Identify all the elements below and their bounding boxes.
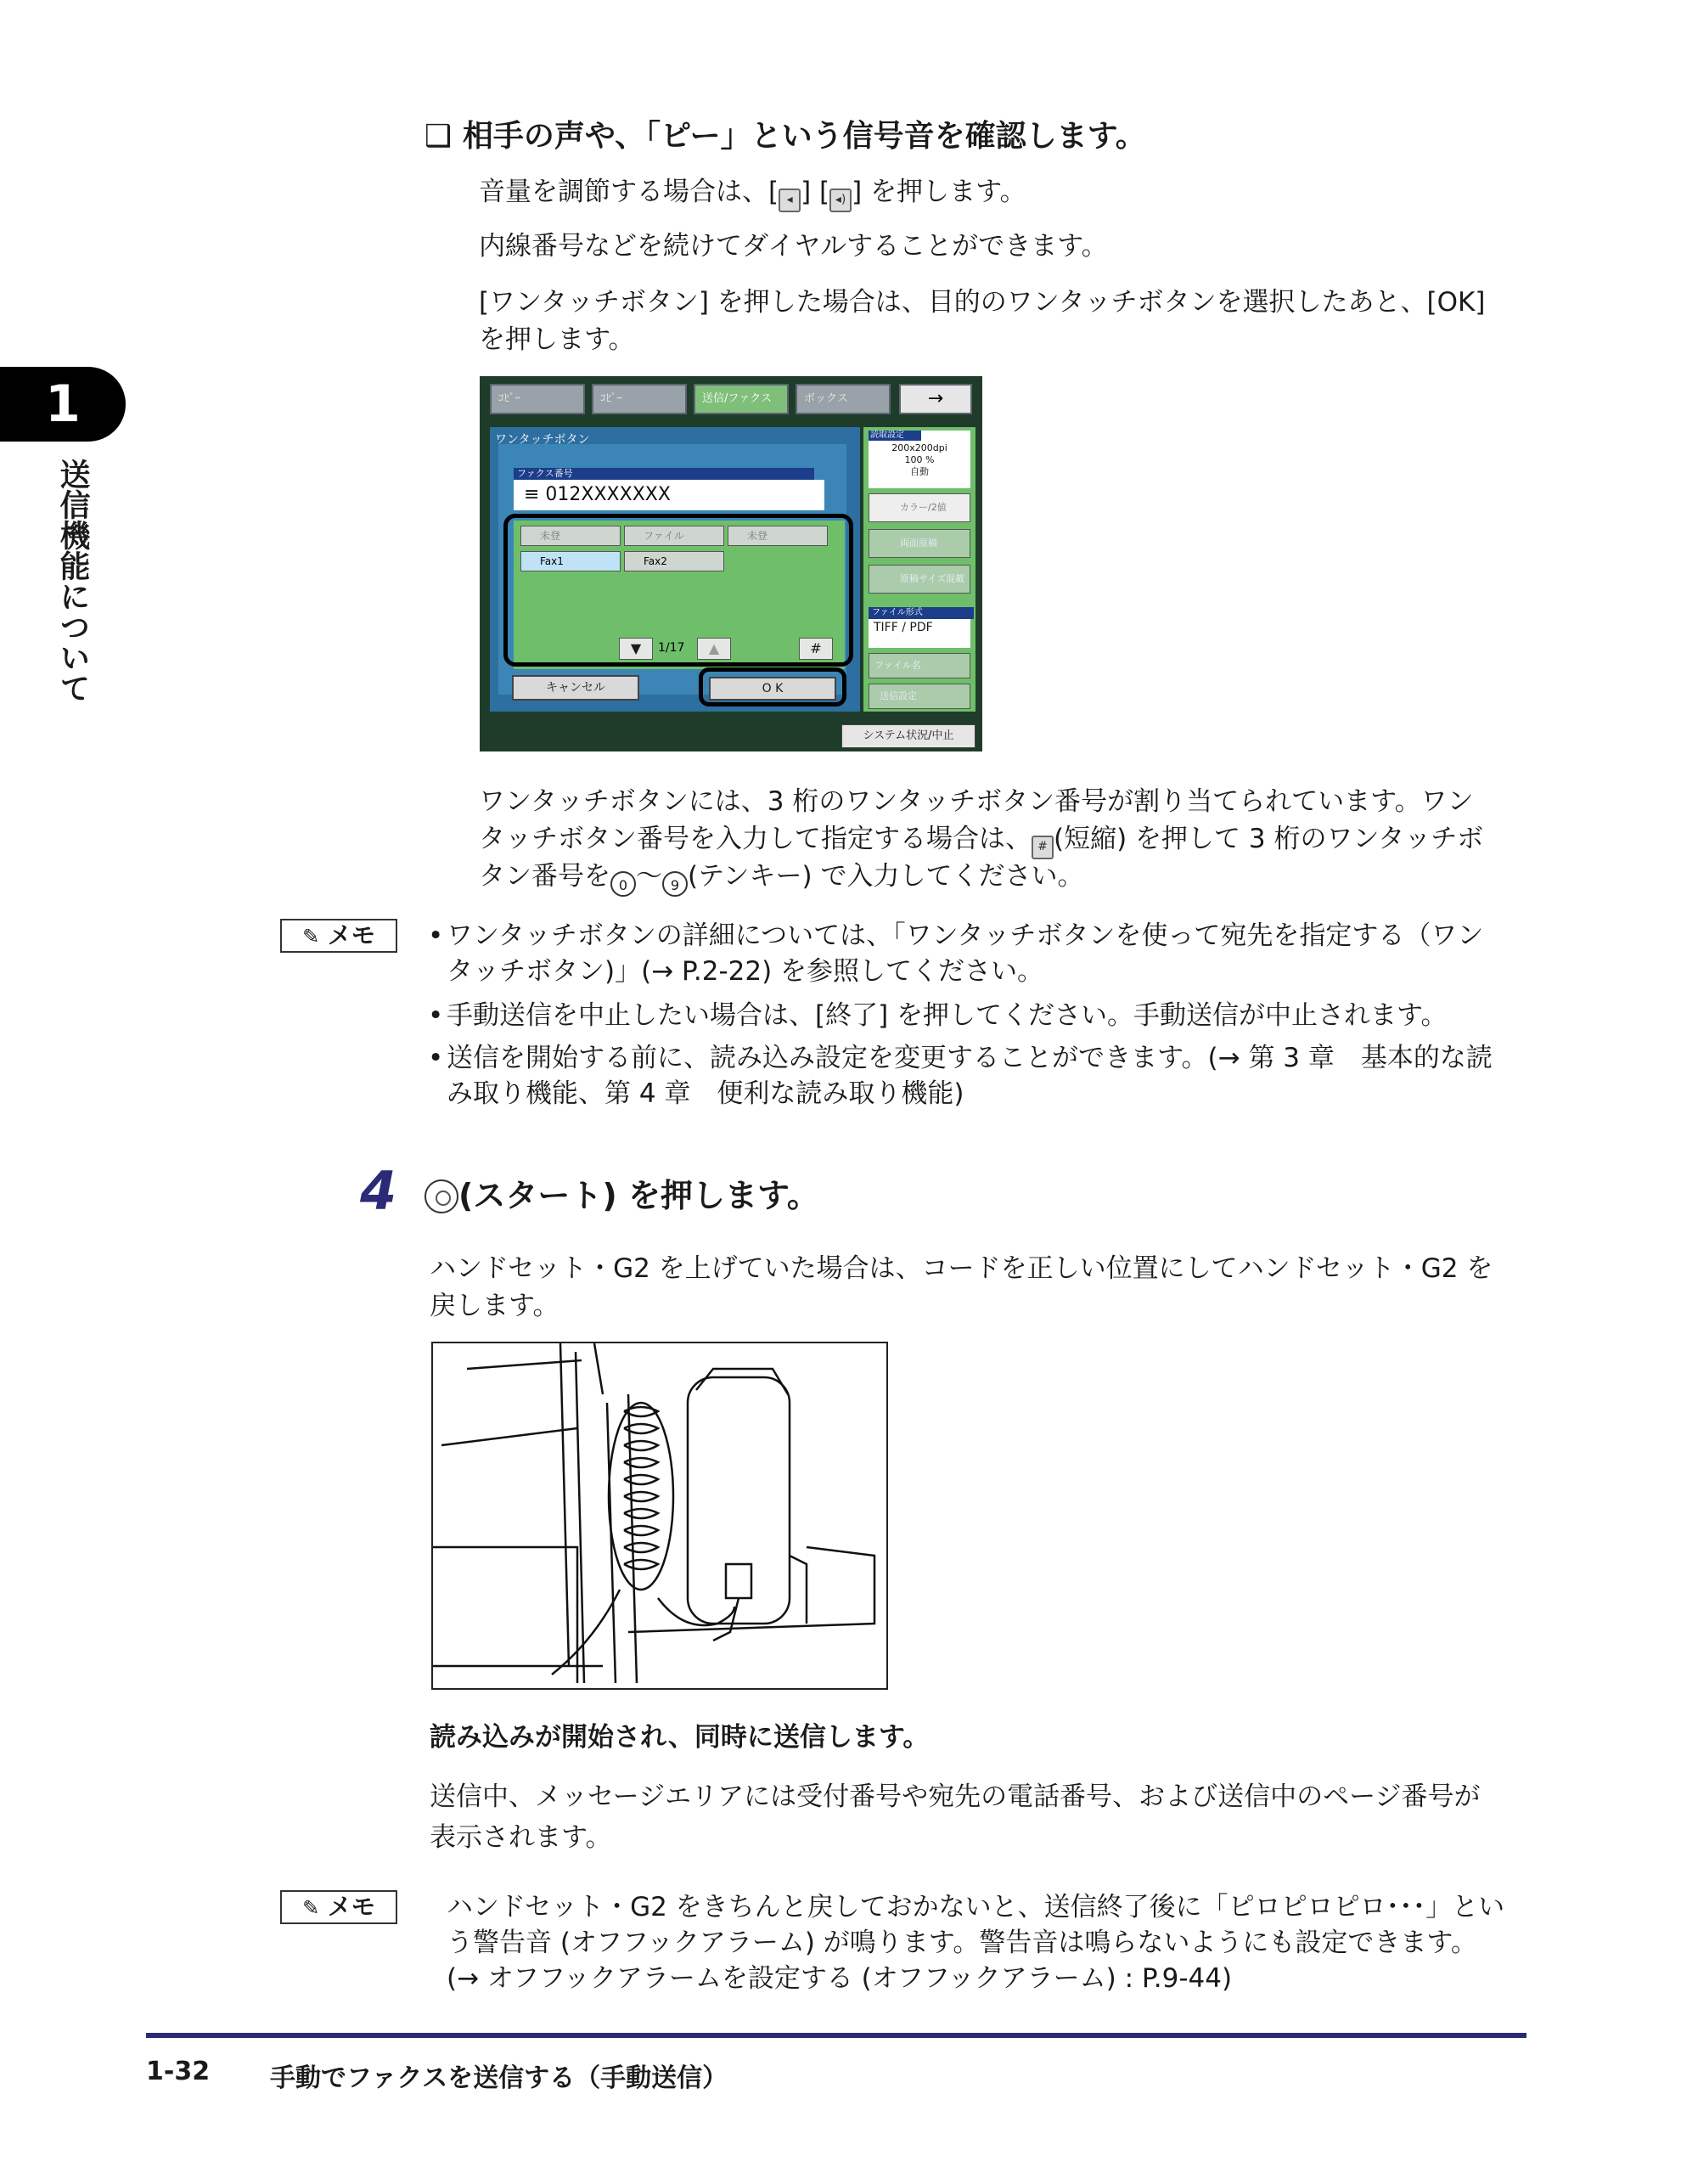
key-9-icon: 9 [662, 871, 688, 897]
checkbox-icon: ❑ [424, 119, 453, 154]
different-size-button[interactable]: 原稿サイズ混載 [869, 565, 970, 594]
scan-settings-header: 読取設定 [869, 431, 921, 441]
para-extension: 内線番号などを続けてダイヤルすることができます。 [479, 231, 1108, 262]
key-0-icon: 0 [610, 871, 636, 897]
result-text: 読み込みが開始され、同時に送信します。 [430, 1722, 930, 1753]
file-name-button[interactable]: ファイル名 [869, 653, 970, 678]
memo2-line1: ハンドセット・G2 をきちんと戻しておかないと、送信終了後に「ピロピロピロ･･･」とい [447, 1892, 1505, 1922]
file-format-value[interactable]: TIFF / PDF [869, 619, 970, 648]
abbreviated-dial-button[interactable]: # [799, 638, 833, 660]
step-heading: (スタート) を押します。 [424, 1172, 819, 1219]
page-indicator: 1/17 [658, 641, 685, 655]
memo2-line2: う警告音 (オフフックアラーム) が鳴ります。警告音は鳴らないようにも設定できます。 [447, 1928, 1477, 1958]
system-status-button[interactable]: システム状況/中止 [841, 724, 976, 748]
send-settings-button[interactable]: 送信設定 [869, 684, 970, 709]
para-numbering-3: タン番号を 0 ～ 9 (テンキー) で入力してください。 [479, 854, 1084, 898]
para-volume: 音量を調節する場合は、[ ◂ ] [ ◂) ] を押します。 [479, 170, 1026, 214]
volume-up-icon: ◂) [829, 189, 852, 212]
para-onetouch-2: を押します。 [479, 324, 635, 355]
tab-copy-2[interactable]: ｺﾋﾟｰ [592, 384, 687, 414]
highlight-ok [699, 667, 846, 706]
fax-number-field[interactable]: ≡ 012XXXXXXX [514, 480, 824, 510]
para-message-2: 表示されます。 [430, 1822, 612, 1853]
start-key-icon [424, 1179, 458, 1213]
handset-illustration [431, 1342, 888, 1690]
tab-copy[interactable]: ｺﾋﾟｰ [490, 384, 585, 414]
onetouch-button-fax1[interactable]: Fax1 [520, 551, 621, 571]
memo1-bullet-1-line2: タッチボタン)」(→ P.2-22) を参照してください。 [447, 956, 1044, 987]
tab-box[interactable]: ボックス [796, 384, 891, 414]
color-mode-select[interactable]: カラー/2値 [869, 493, 970, 522]
file-format-header: ファイル形式 [869, 607, 974, 619]
para-handset-2: 戻します。 [430, 1291, 559, 1321]
chapter-title: 送信機能について [55, 459, 90, 703]
fax-number-label: ファクス番号 [514, 468, 814, 480]
para-message-1: 送信中、メッセージエリアには受付番号や宛先の電話番号、および送信中のページ番号が [430, 1782, 1481, 1812]
memo-badge: ✎ メモ [280, 919, 397, 953]
memo1-bullet-3-line1: • 送信を開始する前に、読み込み設定を変更することができます。(→ 第 3 章 基本的な読 [447, 1038, 1493, 1078]
onetouch-button-unregistered[interactable]: 未登 [520, 526, 621, 546]
onetouch-button-fax2[interactable]: Fax2 [624, 551, 724, 571]
panel-title: ワンタッチボタン [495, 433, 590, 447]
tab-next[interactable]: → [899, 384, 972, 414]
memo2-line3: (→ オフフックアラームを設定する (オフフックアラーム) : P.9-44) [447, 1963, 1233, 1994]
para-numbering-2: タッチボタン番号を入力して指定する場合は、 # (短縮) を押して 3 桁のワンタッチボ [479, 817, 1483, 861]
footer-rule [146, 2033, 1527, 2038]
check-heading [424, 115, 1146, 158]
tab-send-fax[interactable]: 送信/ファクス [694, 384, 789, 414]
memo1-bullet-3-line2: み取り機能、第 4 章 便利な読み取り機能) [447, 1078, 964, 1109]
scan-settings-box: 200x200dpi 100 % 自動 [869, 431, 970, 488]
check-heading-text: 相手の声や、「ピー」という信号音を確認します。 [462, 119, 1146, 154]
para-onetouch-1: [ワンタッチボタン] を押した場合は、目的のワンタッチボタンを選択したあと、[OK] [479, 287, 1486, 318]
chapter-number: 1 [45, 374, 81, 434]
page-number: 1-32 [146, 2057, 211, 2086]
step-number: 4 [360, 1160, 397, 1222]
cancel-button[interactable]: キャンセル [512, 675, 639, 701]
ok-button[interactable]: O K [709, 677, 836, 701]
touch-panel-screenshot [480, 376, 982, 751]
memo1-bullet-1-line1: • ワンタッチボタンの詳細については、「ワンタッチボタンを使って宛先を指定する（ワン [447, 915, 1483, 956]
page-down-button[interactable]: ▼ [619, 638, 653, 660]
pencil-icon-2: ✎ [302, 1896, 320, 1920]
memo1-bullet-2: • 手動送信を中止したい場合は、[終了] を押してください。手動送信が中止されます。 [447, 995, 1448, 1036]
para-numbering-1: ワンタッチボタンには、3 桁のワンタッチボタン番号が割り当てられています。ワン [479, 786, 1474, 817]
footer-title: 手動でファクスを送信する（手動送信） [270, 2063, 728, 2093]
pencil-icon: ✎ [302, 925, 320, 948]
para-handset-1: ハンドセット・G2 を上げていた場合は、コードを正しい位置にしてハンドセット・G2 を [430, 1253, 1493, 1284]
onetouch-button-unregistered-2[interactable]: 未登 [728, 526, 828, 546]
highlight-buttons [503, 514, 853, 667]
double-sided-button[interactable]: 両面原稿 [869, 529, 970, 558]
memo-badge-2: ✎ メモ [280, 1890, 397, 1924]
onetouch-button-file[interactable]: ファイル [624, 526, 724, 546]
abbreviated-dial-icon: # [1032, 836, 1054, 859]
page-up-button[interactable]: ▲ [697, 638, 731, 660]
volume-down-icon: ◂ [779, 189, 801, 212]
handset-drawing [433, 1343, 886, 1688]
